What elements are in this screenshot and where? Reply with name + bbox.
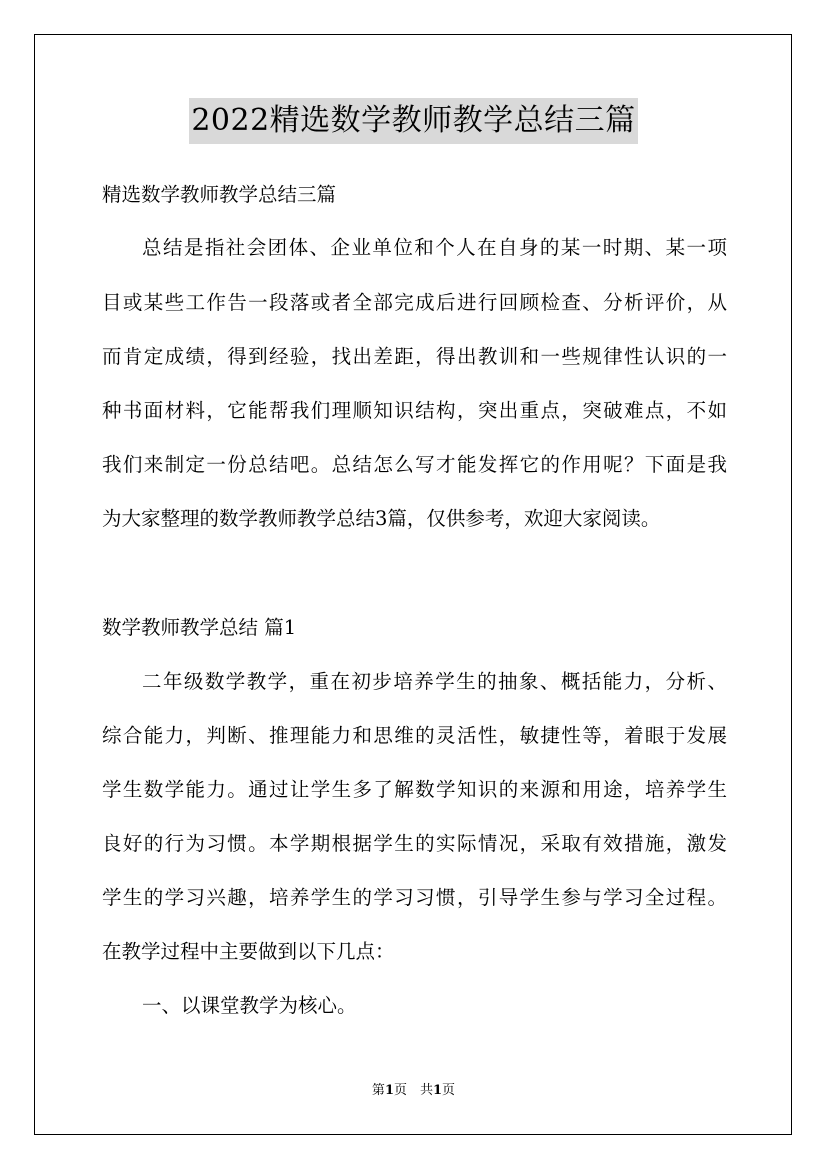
intro-line: 为大家整理的数学教师教学总结3篇，仅供参考，欢迎大家阅读。 [102, 507, 661, 530]
intro-line: 我们来制定一份总结吧。总结怎么写才能发挥它的作用呢？下面是我 [102, 453, 727, 476]
section-line: 良好的行为习惯。本学期根据学生的实际情况，采取有效措施，激发 [102, 832, 727, 855]
section-heading: 数学教师教学总结 篇1 [102, 616, 297, 639]
section-line: 在教学过程中主要做到以下几点： [102, 940, 395, 963]
intro-line: 种书面材料，它能帮我们理顺知识结构，突出重点，突破难点，不如 [102, 399, 727, 422]
section-line: 二年级数学教学，重在初步培养学生的抽象、概括能力，分析、 [142, 670, 727, 693]
footer-page-total: 1 [433, 1083, 443, 1098]
footer-prefix: 第 [371, 1083, 385, 1098]
document-title: 2022精选数学教师教学总结三篇 [189, 98, 637, 144]
section-line: 学生数学能力。通过让学生多了解数学知识的来源和用途，培养学生 [102, 778, 727, 801]
section-line: 综合能力，判断、推理能力和思维的灵活性，敏捷性等，着眼于发展 [102, 724, 727, 747]
footer-suffix: 页 [442, 1083, 456, 1098]
point-heading: 一、以课堂教学为核心。 [142, 994, 357, 1017]
intro-line: 而肯定成绩，得到经验，找出差距，得出教训和一些规律性认识的一 [102, 345, 727, 368]
page-footer [0, 1082, 827, 1100]
section-line: 学生的学习兴趣，培养学生的学习习惯，引导学生参与学习全过程。 [102, 886, 727, 909]
footer-page-number: 1 [384, 1083, 394, 1098]
intro-line: 目或某些工作告一段落或者全部完成后进行回顾检查、分析评价，从 [102, 291, 727, 314]
subtitle: 精选数学教师教学总结三篇 [102, 183, 337, 206]
title-container [0, 98, 827, 144]
footer-mid: 页 共 [393, 1083, 433, 1098]
intro-line: 总结是指社会团体、企业单位和个人在自身的某一时期、某一项 [142, 236, 727, 259]
